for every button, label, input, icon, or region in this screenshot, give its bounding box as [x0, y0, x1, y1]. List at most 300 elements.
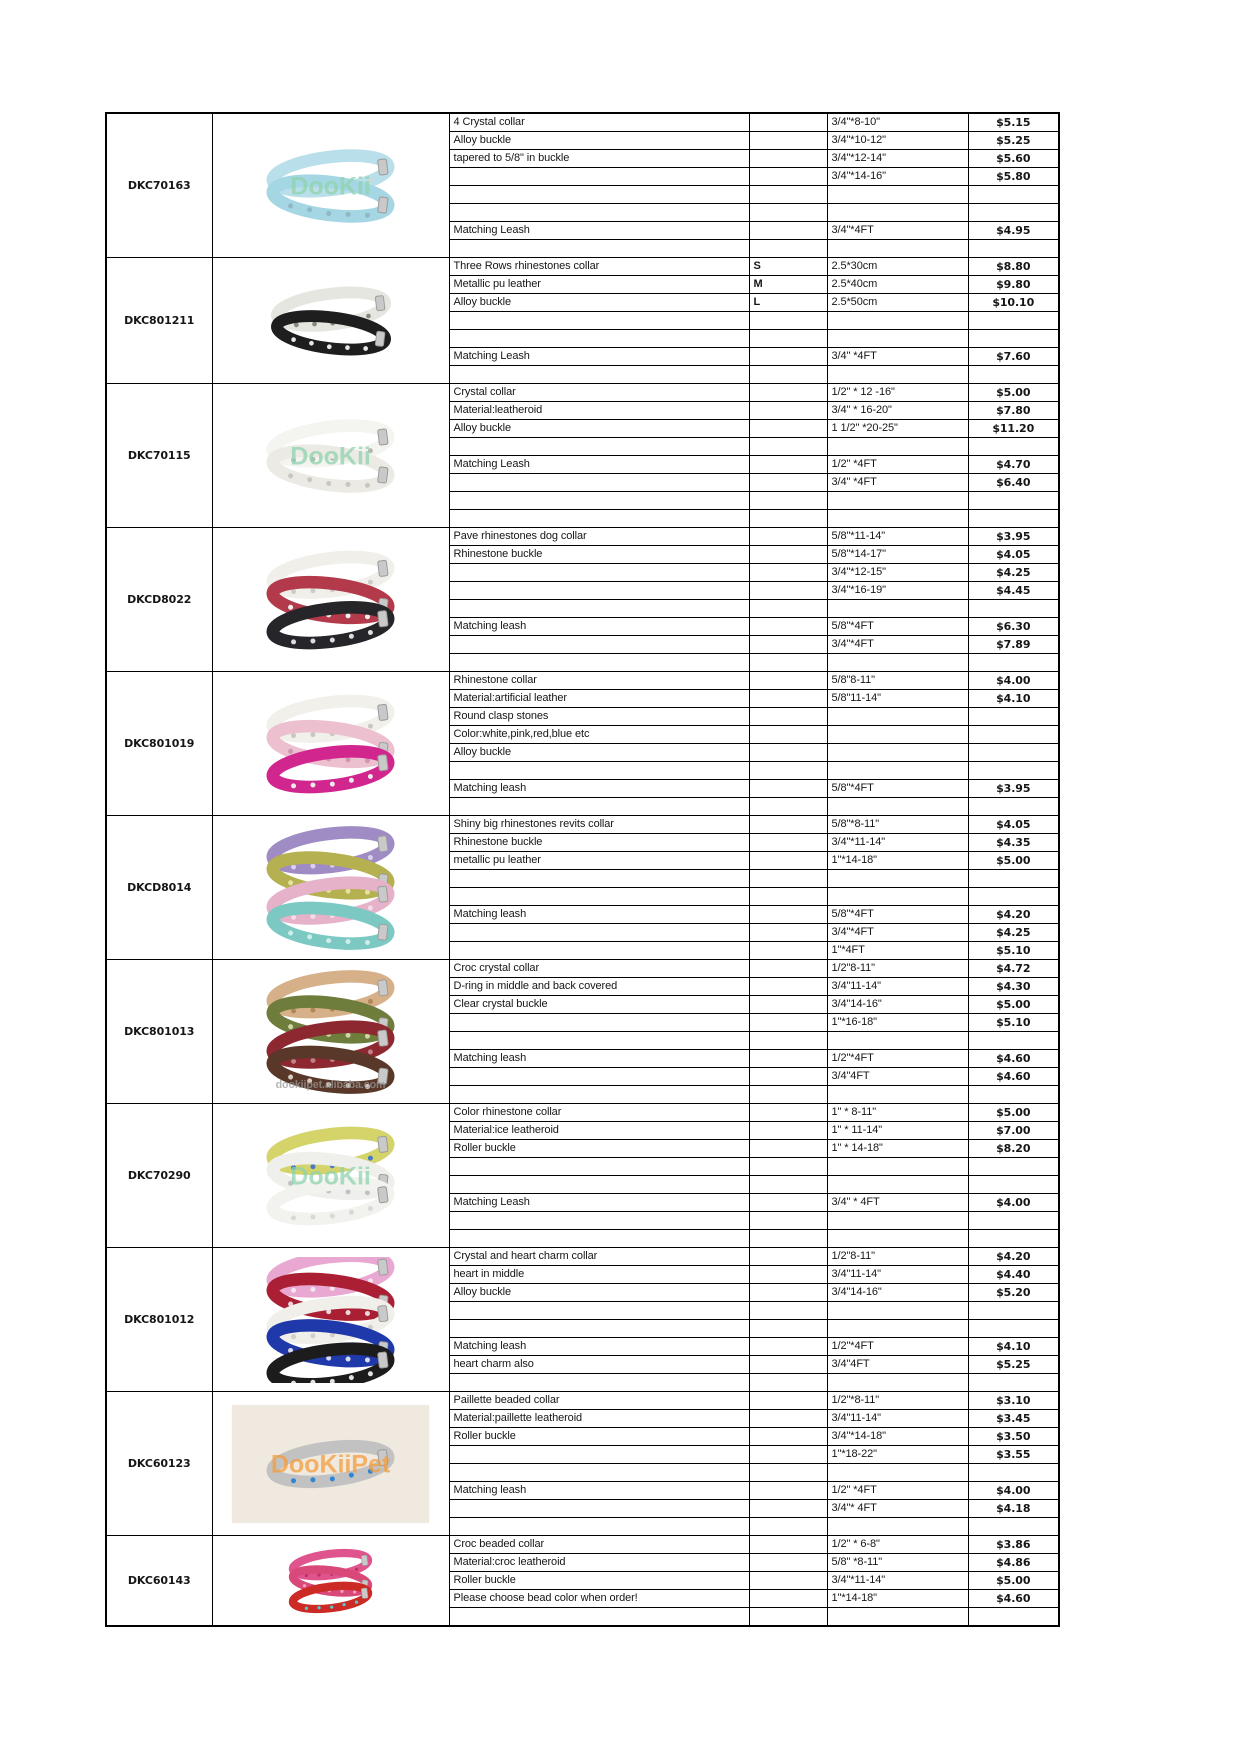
price-cell: $3.55: [968, 1446, 1059, 1464]
description-cell: [449, 582, 749, 600]
product-image: [212, 1392, 449, 1536]
size-spec-cell: 3/4" * 4FT: [827, 1194, 968, 1212]
table-row: [106, 1104, 1059, 1122]
description-cell: [449, 1212, 749, 1230]
product-photo: [261, 1540, 400, 1622]
product-photo: [224, 681, 437, 807]
price-cell: $3.95: [968, 528, 1059, 546]
product-code: DKC60123: [106, 1392, 212, 1536]
price-cell: $4.00: [968, 1482, 1059, 1500]
size-letter-cell: [749, 690, 827, 708]
price-cell: $5.20: [968, 1284, 1059, 1302]
price-cell: $4.25: [968, 564, 1059, 582]
size-letter-cell: [749, 996, 827, 1014]
price-cell: [968, 330, 1059, 348]
price-cell: $9.80: [968, 276, 1059, 294]
size-letter-cell: [749, 654, 827, 672]
size-letter-cell: [749, 1014, 827, 1032]
size-spec-cell: 3/4"14-16": [827, 1284, 968, 1302]
size-letter-cell: [749, 762, 827, 780]
description-cell: [449, 492, 749, 510]
price-cell: $4.10: [968, 690, 1059, 708]
price-cell: $3.45: [968, 1410, 1059, 1428]
size-spec-cell: [827, 600, 968, 618]
buckle-icon: [378, 885, 389, 901]
price-cell: $8.80: [968, 258, 1059, 276]
description-cell: Three Rows rhinestones collar: [449, 258, 749, 276]
description-cell: Matching leash: [449, 780, 749, 798]
size-spec-cell: [827, 330, 968, 348]
price-cell: $5.15: [968, 113, 1059, 132]
description-cell: [449, 798, 749, 816]
description-cell: Alloy buckle: [449, 132, 749, 150]
size-spec-cell: 5/8"11-14": [827, 690, 968, 708]
price-cell: $5.00: [968, 1572, 1059, 1590]
description-cell: [449, 1068, 749, 1086]
size-letter-cell: [749, 672, 827, 690]
size-spec-cell: 2.5*50cm: [827, 294, 968, 312]
price-cell: [968, 1086, 1059, 1104]
price-cell: $4.30: [968, 978, 1059, 996]
product-code: DKC801012: [106, 1248, 212, 1392]
price-cell: $4.95: [968, 222, 1059, 240]
size-spec-cell: [827, 186, 968, 204]
size-letter-cell: [749, 1176, 827, 1194]
description-cell: Roller buckle: [449, 1140, 749, 1158]
size-spec-cell: 3/4" * 16-20": [827, 402, 968, 420]
size-letter-cell: [749, 1158, 827, 1176]
price-cell: [968, 1608, 1059, 1627]
description-cell: 4 Crystal collar: [449, 113, 749, 132]
size-letter-cell: [749, 1194, 827, 1212]
description-cell: [449, 186, 749, 204]
size-spec-cell: 1/2"*8-11": [827, 1392, 968, 1410]
size-letter-cell: [749, 1050, 827, 1068]
size-spec-cell: 3/4"11-14": [827, 1410, 968, 1428]
size-letter-cell: [749, 888, 827, 906]
description-cell: Matching Leash: [449, 222, 749, 240]
size-letter-cell: [749, 1428, 827, 1446]
price-cell: [968, 1212, 1059, 1230]
description-cell: [449, 1302, 749, 1320]
description-cell: Material:artificial leather: [449, 690, 749, 708]
size-spec-cell: [827, 1302, 968, 1320]
price-cell: $3.86: [968, 1536, 1059, 1554]
description-cell: [449, 1158, 749, 1176]
buckle-icon: [375, 295, 385, 310]
price-cell: [968, 240, 1059, 258]
price-cell: [968, 312, 1059, 330]
description-cell: [449, 600, 749, 618]
description-cell: [449, 330, 749, 348]
description-cell: Material:ice leatheroid: [449, 1122, 749, 1140]
description-cell: [449, 1230, 749, 1248]
size-letter-cell: [749, 150, 827, 168]
description-cell: Rhinestone collar: [449, 672, 749, 690]
description-cell: tapered to 5/8" in buckle: [449, 150, 749, 168]
size-letter-cell: [749, 1068, 827, 1086]
size-spec-cell: 3/4"*14-16": [827, 168, 968, 186]
product-photo: [224, 1113, 437, 1239]
size-letter-cell: [749, 582, 827, 600]
price-cell: $5.10: [968, 1014, 1059, 1032]
buckle-icon: [378, 610, 389, 626]
size-letter-cell: [749, 186, 827, 204]
product-photo: [231, 262, 431, 380]
size-spec-cell: 3/4"*4FT: [827, 222, 968, 240]
size-letter-cell: [749, 384, 827, 402]
size-letter-cell: [749, 1104, 827, 1122]
description-cell: Matching Leash: [449, 1194, 749, 1212]
size-letter-cell: [749, 870, 827, 888]
description-cell: [449, 654, 749, 672]
product-code: DKC801013: [106, 960, 212, 1104]
table-row: [106, 960, 1059, 978]
size-letter-cell: [749, 113, 827, 132]
product-image: [212, 816, 449, 960]
watermark-text: DooKii: [290, 442, 371, 471]
watermark-text: DooKii: [290, 172, 371, 201]
buckle-icon: [378, 1305, 389, 1321]
size-letter-cell: [749, 240, 827, 258]
size-spec-cell: 5/8"*8-11": [827, 816, 968, 834]
size-letter-cell: [749, 1284, 827, 1302]
size-spec-cell: [827, 708, 968, 726]
buckle-icon: [378, 158, 389, 174]
price-cell: [968, 654, 1059, 672]
size-spec-cell: 3/4"*4FT: [827, 636, 968, 654]
description-cell: [449, 1014, 749, 1032]
product-photo: [224, 969, 437, 1095]
size-spec-cell: [827, 1212, 968, 1230]
price-cell: $5.25: [968, 1356, 1059, 1374]
description-cell: [449, 1464, 749, 1482]
price-cell: [968, 1176, 1059, 1194]
table-row: [106, 816, 1059, 834]
description-cell: Alloy buckle: [449, 1284, 749, 1302]
description-cell: [449, 1518, 749, 1536]
size-spec-cell: 5/8"*4FT: [827, 780, 968, 798]
description-cell: Paillette beaded collar: [449, 1392, 749, 1410]
size-spec-cell: 3/4"*14-18": [827, 1428, 968, 1446]
description-cell: Metallic pu leather: [449, 276, 749, 294]
product-image: [212, 528, 449, 672]
size-letter-cell: [749, 1518, 827, 1536]
table-row: [106, 113, 1059, 132]
price-cell: [968, 744, 1059, 762]
size-letter-cell: [749, 312, 827, 330]
description-cell: [449, 870, 749, 888]
size-spec-cell: 1 1/2" *20-25": [827, 420, 968, 438]
description-cell: Color:white,pink,red,blue etc: [449, 726, 749, 744]
size-letter-cell: [749, 1392, 827, 1410]
size-letter-cell: [749, 1248, 827, 1266]
size-spec-cell: 3/4"11-14": [827, 978, 968, 996]
product-code: DKC60143: [106, 1536, 212, 1627]
product-code: DKC801211: [106, 258, 212, 384]
size-spec-cell: [827, 1608, 968, 1627]
price-cell: [968, 204, 1059, 222]
size-letter-cell: [749, 1374, 827, 1392]
description-cell: [449, 636, 749, 654]
size-letter-cell: [749, 366, 827, 384]
size-letter-cell: [749, 1464, 827, 1482]
size-letter-cell: [749, 798, 827, 816]
price-cell: [968, 366, 1059, 384]
size-spec-cell: 3/4"*12-14": [827, 150, 968, 168]
size-spec-cell: [827, 870, 968, 888]
size-letter-cell: [749, 600, 827, 618]
size-letter-cell: L: [749, 294, 827, 312]
description-cell: Pave rhinestones dog collar: [449, 528, 749, 546]
price-cell: $3.10: [968, 1392, 1059, 1410]
size-spec-cell: 3/4"11-14": [827, 1266, 968, 1284]
size-spec-cell: [827, 240, 968, 258]
size-spec-cell: [827, 654, 968, 672]
price-cell: $5.00: [968, 996, 1059, 1014]
price-cell: $4.05: [968, 546, 1059, 564]
size-spec-cell: 3/4"*11-14": [827, 834, 968, 852]
size-letter-cell: [749, 1320, 827, 1338]
price-cell: $4.40: [968, 1266, 1059, 1284]
price-cell: $4.00: [968, 1194, 1059, 1212]
size-letter-cell: [749, 1608, 827, 1627]
size-letter-cell: [749, 834, 827, 852]
price-cell: $4.20: [968, 1248, 1059, 1266]
price-cell: $11.20: [968, 420, 1059, 438]
size-spec-cell: [827, 492, 968, 510]
description-cell: Matching Leash: [449, 456, 749, 474]
product-photo: [224, 123, 437, 249]
product-image: [212, 258, 449, 384]
description-cell: Matching Leash: [449, 348, 749, 366]
description-cell: [449, 1500, 749, 1518]
size-letter-cell: [749, 942, 827, 960]
price-cell: [968, 492, 1059, 510]
product-code: DKC70290: [106, 1104, 212, 1248]
description-cell: Matching leash: [449, 618, 749, 636]
price-cell: $5.00: [968, 852, 1059, 870]
description-cell: Shiny big rhinestones revits collar: [449, 816, 749, 834]
description-cell: [449, 438, 749, 456]
size-spec-cell: 5/8" *8-11": [827, 1554, 968, 1572]
size-letter-cell: S: [749, 258, 827, 276]
price-cell: $4.35: [968, 834, 1059, 852]
size-spec-cell: 1/2"8-11": [827, 1248, 968, 1266]
description-cell: Alloy buckle: [449, 420, 749, 438]
buckle-icon: [378, 923, 389, 939]
description-cell: Matching leash: [449, 906, 749, 924]
description-cell: Matching leash: [449, 1338, 749, 1356]
price-cell: $4.45: [968, 582, 1059, 600]
description-cell: Clear crystal buckle: [449, 996, 749, 1014]
size-spec-cell: [827, 1464, 968, 1482]
size-letter-cell: [749, 1086, 827, 1104]
size-spec-cell: [827, 312, 968, 330]
price-cell: $7.89: [968, 636, 1059, 654]
description-cell: [449, 1086, 749, 1104]
table-row: [106, 1248, 1059, 1266]
description-cell: [449, 204, 749, 222]
size-letter-cell: [749, 1302, 827, 1320]
size-spec-cell: 1/2"*4FT: [827, 1050, 968, 1068]
size-spec-cell: [827, 726, 968, 744]
size-letter-cell: [749, 852, 827, 870]
description-cell: Alloy buckle: [449, 744, 749, 762]
product-code: DKCD8014: [106, 816, 212, 960]
price-cell: $10.10: [968, 294, 1059, 312]
description-cell: Rhinestone buckle: [449, 834, 749, 852]
size-letter-cell: [749, 1410, 827, 1428]
product-code: DKCD8022: [106, 528, 212, 672]
description-cell: [449, 168, 749, 186]
size-spec-cell: [827, 1176, 968, 1194]
description-cell: [449, 366, 749, 384]
size-spec-cell: 1" * 14-18": [827, 1140, 968, 1158]
size-letter-cell: [749, 978, 827, 996]
product-photo: [224, 393, 437, 519]
size-spec-cell: 1" * 8-11": [827, 1104, 968, 1122]
size-spec-cell: 5/8"*4FT: [827, 906, 968, 924]
price-cell: [968, 888, 1059, 906]
description-cell: [449, 1446, 749, 1464]
size-spec-cell: 5/8"*14-17": [827, 546, 968, 564]
size-letter-cell: [749, 1122, 827, 1140]
price-cell: $7.60: [968, 348, 1059, 366]
size-letter-cell: [749, 636, 827, 654]
size-spec-cell: 3/4"4FT: [827, 1356, 968, 1374]
buckle-icon: [378, 1351, 389, 1367]
buckle-icon: [375, 331, 385, 346]
size-spec-cell: [827, 1032, 968, 1050]
table-row: [106, 528, 1059, 546]
description-cell: Crystal and heart charm collar: [449, 1248, 749, 1266]
size-spec-cell: [827, 1230, 968, 1248]
size-letter-cell: [749, 1266, 827, 1284]
size-letter-cell: [749, 1338, 827, 1356]
product-code: DKC801019: [106, 672, 212, 816]
price-cell: [968, 1320, 1059, 1338]
size-spec-cell: 1/2" *4FT: [827, 1482, 968, 1500]
size-letter-cell: [749, 780, 827, 798]
description-cell: [449, 888, 749, 906]
size-letter-cell: [749, 744, 827, 762]
description-cell: Crystal collar: [449, 384, 749, 402]
table-row: [106, 258, 1059, 276]
size-letter-cell: [749, 1032, 827, 1050]
price-cell: $5.00: [968, 1104, 1059, 1122]
size-letter-cell: [749, 492, 827, 510]
size-letter-cell: [749, 222, 827, 240]
size-spec-cell: 3/4" *4FT: [827, 348, 968, 366]
size-spec-cell: [827, 1518, 968, 1536]
price-cell: $7.00: [968, 1122, 1059, 1140]
description-cell: [449, 240, 749, 258]
size-letter-cell: [749, 528, 827, 546]
size-letter-cell: [749, 1230, 827, 1248]
size-spec-cell: 5/8"*11-14": [827, 528, 968, 546]
price-cell: [968, 762, 1059, 780]
size-letter-cell: [749, 546, 827, 564]
price-cell: [968, 708, 1059, 726]
buckle-icon: [361, 1555, 368, 1566]
price-cell: $4.05: [968, 816, 1059, 834]
size-spec-cell: 1/2" * 12 -16": [827, 384, 968, 402]
description-cell: Rhinestone buckle: [449, 546, 749, 564]
buckle-icon: [378, 1186, 389, 1202]
price-table: [105, 112, 1060, 1627]
size-spec-cell: 1" * 11-14": [827, 1122, 968, 1140]
size-letter-cell: [749, 474, 827, 492]
description-cell: Material:paillette leatheroid: [449, 1410, 749, 1428]
size-letter-cell: [749, 960, 827, 978]
size-letter-cell: [749, 924, 827, 942]
size-letter-cell: [749, 1212, 827, 1230]
buckle-icon: [378, 560, 389, 576]
description-cell: [449, 942, 749, 960]
size-spec-cell: [827, 1158, 968, 1176]
description-cell: Matching leash: [449, 1050, 749, 1068]
buckle-icon: [378, 196, 389, 212]
size-spec-cell: 3/4"*10-12": [827, 132, 968, 150]
watermark-text: DooKiiPet: [270, 1450, 391, 1479]
size-spec-cell: 1/2"8-11": [827, 960, 968, 978]
product-image: [212, 1536, 449, 1627]
description-cell: Material:leatheroid: [449, 402, 749, 420]
price-cell: [968, 798, 1059, 816]
description-cell: heart charm also: [449, 1356, 749, 1374]
description-cell: heart in middle: [449, 1266, 749, 1284]
product-image: [212, 113, 449, 258]
size-letter-cell: [749, 906, 827, 924]
description-cell: Please choose bead color when order!: [449, 1590, 749, 1608]
description-cell: [449, 1176, 749, 1194]
description-cell: [449, 564, 749, 582]
size-spec-cell: 1"*14-18": [827, 1590, 968, 1608]
price-cell: $4.86: [968, 1554, 1059, 1572]
size-spec-cell: 1/2" * 6-8": [827, 1536, 968, 1554]
price-cell: $4.70: [968, 456, 1059, 474]
size-letter-cell: M: [749, 276, 827, 294]
size-spec-cell: 1/2"*4FT: [827, 1338, 968, 1356]
price-cell: $4.20: [968, 906, 1059, 924]
product-image: [212, 672, 449, 816]
product-photo: [224, 1401, 437, 1527]
description-cell: [449, 474, 749, 492]
product-photo: [224, 825, 437, 951]
description-cell: Croc crystal collar: [449, 960, 749, 978]
price-cell: [968, 1518, 1059, 1536]
size-letter-cell: [749, 1500, 827, 1518]
description-cell: [449, 510, 749, 528]
size-letter-cell: [749, 168, 827, 186]
description-cell: [449, 1320, 749, 1338]
size-spec-cell: [827, 510, 968, 528]
description-cell: [449, 1032, 749, 1050]
size-letter-cell: [749, 330, 827, 348]
size-spec-cell: 1"*14-18": [827, 852, 968, 870]
price-cell: $6.30: [968, 618, 1059, 636]
price-cell: [968, 870, 1059, 888]
size-spec-cell: [827, 438, 968, 456]
description-cell: Alloy buckle: [449, 294, 749, 312]
size-letter-cell: [749, 438, 827, 456]
size-spec-cell: 1/2" *4FT: [827, 456, 968, 474]
size-letter-cell: [749, 204, 827, 222]
description-cell: [449, 924, 749, 942]
price-cell: [968, 600, 1059, 618]
size-spec-cell: 3/4" *4FT: [827, 474, 968, 492]
